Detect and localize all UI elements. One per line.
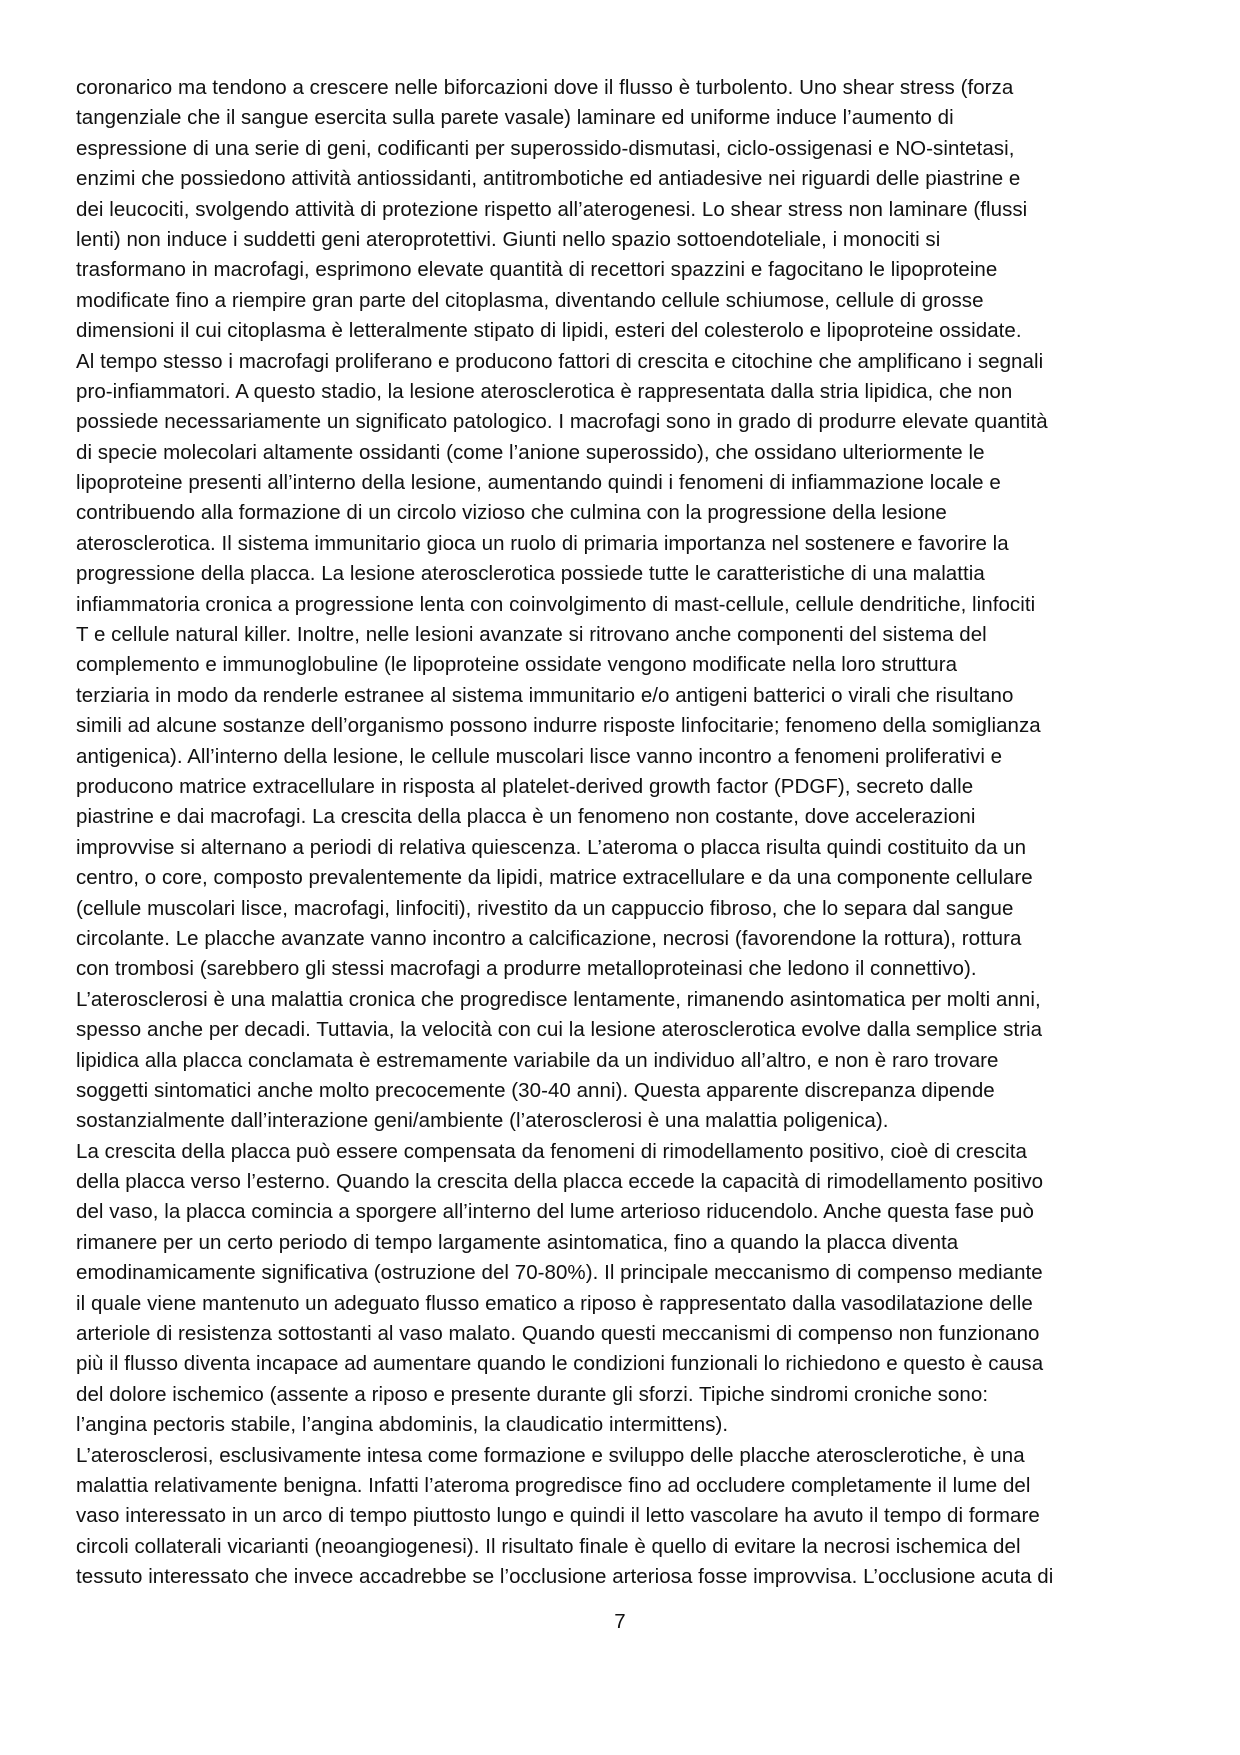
text-line: emodinamicamente significativa (ostruzione del 70-80%). Il principale meccanismo di compenso mediante: [76, 1261, 1043, 1285]
text-line: con trombosi (sarebbero gli stessi macrofagi a produrre metalloproteinasi che ledono il connettivo).: [76, 957, 977, 981]
text-line: antigenica). All’interno della lesione, le cellule muscolari lisce vanno incontro a fenomeni proliferativi e: [76, 744, 1003, 768]
text-line: spesso anche per decadi. Tuttavia, la velocità con cui la lesione aterosclerotica evolve dalla semplice stria: [76, 1018, 1043, 1042]
text-line: complemento e immunoglobuline (le lipoproteine ossidate vengono modificate nella loro struttura: [76, 653, 958, 677]
text-line: piastrine e dai macrofagi. La crescita della placca è un fenomeno non costante, dove accelerazioni: [76, 805, 976, 829]
text-line: lipidica alla placca conclamata è estremamente variabile da un individuo all’altro, e non è raro trovare: [76, 1048, 999, 1072]
text-line: rimanere per un certo periodo di tempo largamente asintomatica, fino a quando la placca diventa: [76, 1230, 959, 1254]
text-line: trasformano in macrofagi, esprimono elevate quantità di recettori spazzini e fagocitano le lipoproteine: [76, 258, 998, 282]
text-line: circolante. Le placche avanzate vanno incontro a calcificazione, necrosi (favorendone la rottura), rottura: [76, 926, 1022, 950]
text-line: malattia relativamente benigna. Infatti l’ateroma progredisce fino ad occludere completamente il lume del: [76, 1473, 1031, 1497]
text-line: dei leucociti, svolgendo attività di protezione rispetto all’aterogenesi. Lo shear stress non laminare (flussi: [76, 197, 1028, 221]
text-line: Al tempo stesso i macrofagi proliferano e producono fattori di crescita e citochine che amplificano i segnali: [76, 349, 1044, 373]
text-line: progressione della placca. La lesione aterosclerotica possiede tutte le caratteristiche di una malattia: [76, 562, 985, 586]
text-line: del vaso, la placca comincia a sporgere all’interno del lume arterioso riducendolo. Anche questa fase può: [76, 1200, 1034, 1224]
text-line: pro-infiammatori. A questo stadio, la lesione aterosclerotica è rappresentata dalla stria lipidica, che non: [76, 379, 1013, 403]
text-line: dimensioni il cui citoplasma è letteralmente stipato di lipidi, esteri del colesterolo e lipoproteine ossidate.: [76, 319, 1022, 343]
text-line: tessuto interessato che invece accadrebbe se l’occlusione arteriosa fosse improvvisa. L’occlusione acuta di: [76, 1565, 1054, 1589]
text-line: improvvise si alternano a periodi di relativa quiescenza. L’ateroma o placca risulta quindi costituito da un: [76, 835, 1027, 859]
text-line: del dolore ischemico (assente a riposo e presente durante gli sforzi. Tipiche sindromi croniche sono:: [76, 1382, 989, 1406]
text-line: terziaria in modo da renderle estranee al sistema immunitario e/o antigeni batterici o virali che risultano: [76, 683, 1014, 707]
text-line: L’aterosclerosi è una malattia cronica che progredisce lentamente, rimanendo asintomatica per molti anni,: [76, 987, 1041, 1011]
text-line: tangenziale che il sangue esercita sulla parete vasale) laminare ed uniforme induce l’aumento di: [76, 106, 954, 130]
text-line: centro, o core, composto prevalentemente da lipidi, matrice extracellulare e da una componente cellulare: [76, 866, 1033, 890]
text-line: arteriole di resistenza sottostanti al vaso malato. Quando questi meccanismi di compenso non funzionano: [76, 1322, 1040, 1346]
text-line: contribuendo alla formazione di un circolo vizioso che culmina con la progressione della lesione: [76, 501, 947, 525]
page-number: 7: [614, 1610, 626, 1633]
text-line: sostanzialmente dall’interazione geni/ambiente (l’aterosclerosi è una malattia poligenica).: [76, 1109, 889, 1133]
text-line: l’angina pectoris stabile, l’angina abdominis, la claudicatio intermittens).: [76, 1413, 729, 1437]
text-line: coronarico ma tendono a crescere nelle biforcazioni dove il flusso è turbolento. Uno shear stress (forza: [76, 76, 1014, 99]
text-line: lenti) non induce i suddetti geni ateroprotettivi. Giunti nello spazio sottoendoteliale, i monociti si: [76, 227, 941, 251]
text-line: lipoproteine presenti all’interno della lesione, aumentando quindi i fenomeni di infiammazione locale e: [76, 471, 1001, 495]
text-line: vaso interessato in un arco di tempo piuttosto lungo e quindi il letto vascolare ha avuto il tempo di formare: [76, 1504, 1040, 1528]
text-line: simili ad alcune sostanze dell’organismo possono indurre risposte linfocitarie; fenomeno della somiglianza: [76, 714, 1041, 738]
text-line: della placca verso l’esterno. Quando la crescita della placca eccede la capacità di rimodellamento positivo: [76, 1170, 1044, 1194]
text-line: aterosclerotica. Il sistema immunitario gioca un ruolo di primaria importanza nel sostenere e favorire la: [76, 531, 1009, 555]
text-line: possiede necessariamente un significato patologico. I macrofagi sono in grado di produrre elevate quantità: [76, 410, 1048, 434]
text-line: espressione di una serie di geni, codificanti per superossido-dismutasi, ciclo-ossigenasi e NO-sintetasi,: [76, 136, 1015, 160]
text-line: T e cellule natural killer. Inoltre, nelle lesioni avanzate si ritrovano anche componenti del sistema del: [76, 623, 987, 647]
text-line: enzimi che possiedono attività antiossidanti, antitrombotiche ed antiadesive nei riguardi delle piastrine e: [76, 167, 1021, 191]
text-line: producono matrice extracellulare in risposta al platelet-derived growth factor (PDGF), secreto dalle: [76, 774, 974, 798]
text-line: La crescita della placca può essere compensata da fenomeni di rimodellamento positivo, cioè di crescita: [76, 1139, 1027, 1163]
text-line: soggetti sintomatici anche molto precocemente (30-40 anni). Questa apparente discrepanza dipende: [76, 1078, 995, 1102]
body-text: [76, 73, 1176, 1593]
text-line: di specie molecolari altamente ossidanti (come l’anione superossido), che ossidano ulteriormente le: [76, 440, 985, 464]
text-line: infiammatoria cronica a progressione lenta con coinvolgimento di mast-cellule, cellule dendritiche, linfociti: [76, 592, 1036, 616]
text-line: (cellule muscolari lisce, macrofagi, linfociti), rivestito da un cappuccio fibroso, che lo separa dal sangue: [76, 896, 1014, 920]
text-line: L’aterosclerosi, esclusivamente intesa come formazione e sviluppo delle placche aterosclerotiche, è una: [76, 1443, 1025, 1467]
text-line: il quale viene mantenuto un adeguato flusso ematico a riposo è rappresentato dalla vasodilatazione delle: [76, 1291, 1033, 1315]
text-line: più il flusso diventa incapace ad aumentare quando le condizioni funzionali lo richiedono e questo è causa: [76, 1352, 1044, 1376]
text-line: circoli collaterali vicarianti (neoangiogenesi). Il risultato finale è quello di evitare la necrosi ischemica del: [76, 1534, 1021, 1558]
text-line: modificate fino a riempire gran parte del citoplasma, diventando cellule schiumose, cellule di grosse: [76, 288, 984, 312]
